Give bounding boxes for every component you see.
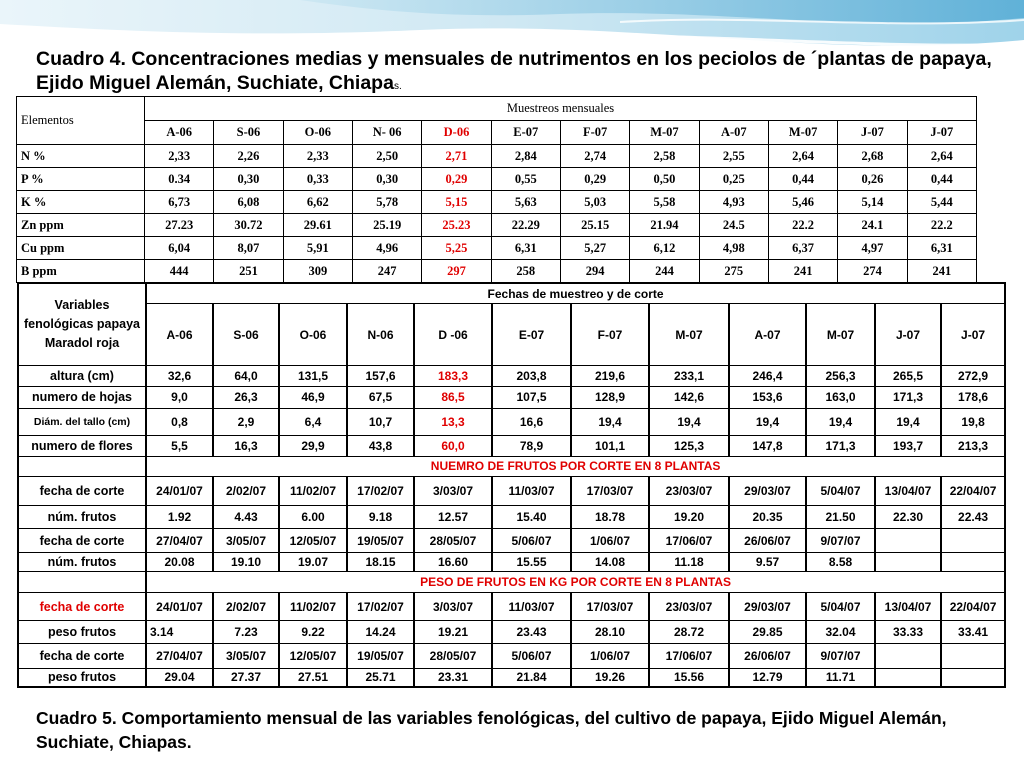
value-cell: 5/06/07 xyxy=(492,644,571,669)
value-cell: 25.19 xyxy=(352,214,421,237)
nutrient-table-group-header: Muestreos mensuales xyxy=(145,97,977,121)
value-cell: 18.15 xyxy=(347,553,414,572)
value-cell: 4,98 xyxy=(699,237,768,260)
value-cell: 3/03/07 xyxy=(414,592,492,621)
value-cell: 2,55 xyxy=(699,145,768,168)
value-cell: 22.29 xyxy=(491,214,560,237)
row-label: núm. frutos xyxy=(18,553,146,572)
value-cell: 19.26 xyxy=(571,668,649,687)
nutrient-row xyxy=(17,260,977,283)
value-cell: 256,3 xyxy=(806,365,875,386)
data-row xyxy=(18,477,1005,506)
value-cell: 25.23 xyxy=(422,214,491,237)
section-header-row xyxy=(18,572,1005,593)
value-cell: 9.22 xyxy=(279,621,347,644)
value-cell: 0,29 xyxy=(422,168,491,191)
data-row xyxy=(18,668,1005,687)
value-cell: 2,26 xyxy=(214,145,283,168)
data-row xyxy=(18,592,1005,621)
value-cell: 8.58 xyxy=(806,553,875,572)
value-cell: 20.35 xyxy=(729,506,806,529)
month-header: S-06 xyxy=(213,304,279,366)
value-cell: 178,6 xyxy=(941,386,1005,409)
value-cell: 17/03/07 xyxy=(571,477,649,506)
value-cell: 5,58 xyxy=(630,191,699,214)
value-cell: 0,29 xyxy=(560,168,629,191)
section-header: PESO DE FRUTOS EN KG POR CORTE EN 8 PLANTAS xyxy=(146,572,1005,593)
value-cell: 16.60 xyxy=(414,553,492,572)
value-cell: 4.43 xyxy=(213,506,279,529)
value-cell: 153,6 xyxy=(729,386,806,409)
value-cell: 23.31 xyxy=(414,668,492,687)
value-cell: 24.5 xyxy=(699,214,768,237)
month-header: D-06 xyxy=(422,121,491,145)
value-cell: 27.37 xyxy=(213,668,279,687)
value-cell: 5,27 xyxy=(560,237,629,260)
value-cell: 272,9 xyxy=(941,365,1005,386)
value-cell: 11.18 xyxy=(649,553,729,572)
row-label: fecha de corte xyxy=(18,477,146,506)
month-header: M-07 xyxy=(630,121,699,145)
value-cell: 29.85 xyxy=(729,621,806,644)
row-label: fecha de corte xyxy=(18,592,146,621)
value-cell: 2,9 xyxy=(213,409,279,436)
value-cell: 23/03/07 xyxy=(649,592,729,621)
value-cell: 7.23 xyxy=(213,621,279,644)
value-cell: 29.04 xyxy=(146,668,213,687)
value-cell: 1/06/07 xyxy=(571,644,649,669)
phenology-row xyxy=(18,409,1005,436)
value-cell: 24/01/07 xyxy=(146,592,213,621)
value-cell: 19,4 xyxy=(806,409,875,436)
value-cell: 26/06/07 xyxy=(729,528,806,553)
value-cell: 19/05/07 xyxy=(347,528,414,553)
phenology-group-header: Fechas de muestreo y de corte xyxy=(146,283,1005,304)
nutrient-row xyxy=(17,214,977,237)
row-label: B ppm xyxy=(17,260,145,283)
value-cell: 0,55 xyxy=(491,168,560,191)
value-cell: 9/07/07 xyxy=(806,644,875,669)
month-header: N- 06 xyxy=(352,121,421,145)
value-cell: 4,97 xyxy=(838,237,907,260)
value-cell: 5,25 xyxy=(422,237,491,260)
value-cell: 9.57 xyxy=(729,553,806,572)
value-cell: 16,3 xyxy=(213,436,279,457)
slide-title-text: Cuadro 4. Concentraciones medias y mensuales de nutrimentos en los peciolos de ´plantas de papaya, Ejido Miguel Alemán, Suchiate, Chiapa xyxy=(36,48,992,94)
value-cell: 19,4 xyxy=(729,409,806,436)
value-cell: 6,4 xyxy=(279,409,347,436)
row-label: fecha de corte xyxy=(18,528,146,553)
value-cell: 251 xyxy=(214,260,283,283)
value-cell: 19,4 xyxy=(571,409,649,436)
value-cell: 6,31 xyxy=(491,237,560,260)
value-cell: 247 xyxy=(352,260,421,283)
phenology-row xyxy=(18,436,1005,457)
value-cell: 29/03/07 xyxy=(729,477,806,506)
value-cell: 26,3 xyxy=(213,386,279,409)
value-cell: 444 xyxy=(145,260,214,283)
value-cell: 11/02/07 xyxy=(279,592,347,621)
row-label: fecha de corte xyxy=(18,644,146,669)
value-cell: 0,8 xyxy=(146,409,213,436)
value-cell: 13/04/07 xyxy=(875,592,941,621)
value-cell: 13,3 xyxy=(414,409,492,436)
value-cell: 28.72 xyxy=(649,621,729,644)
row-label: Cu ppm xyxy=(17,237,145,260)
value-cell: 5/04/07 xyxy=(806,477,875,506)
value-cell: 17/02/07 xyxy=(347,477,414,506)
value-cell: 29.61 xyxy=(283,214,352,237)
value-cell: 2,64 xyxy=(768,145,837,168)
value-cell: 101,1 xyxy=(571,436,649,457)
phenology-row xyxy=(18,365,1005,386)
value-cell: 0,50 xyxy=(630,168,699,191)
value-cell: 43,8 xyxy=(347,436,414,457)
data-row xyxy=(18,621,1005,644)
phenology-table xyxy=(17,282,1006,688)
value-cell: 27.51 xyxy=(279,668,347,687)
value-cell: 27.23 xyxy=(145,214,214,237)
value-cell: 2,74 xyxy=(560,145,629,168)
value-cell: 246,4 xyxy=(729,365,806,386)
value-cell: 60,0 xyxy=(414,436,492,457)
value-cell: 6,12 xyxy=(630,237,699,260)
month-header: A-06 xyxy=(145,121,214,145)
value-cell: 203,8 xyxy=(492,365,571,386)
value-cell: 21.94 xyxy=(630,214,699,237)
row-label: P % xyxy=(17,168,145,191)
nutrient-row xyxy=(17,191,977,214)
value-cell xyxy=(875,528,941,553)
value-cell xyxy=(875,644,941,669)
value-cell: 0,33 xyxy=(283,168,352,191)
row-label: peso frutos xyxy=(18,668,146,687)
value-cell: 244 xyxy=(630,260,699,283)
month-header: J-07 xyxy=(838,121,907,145)
value-cell: 219,6 xyxy=(571,365,649,386)
value-cell: 0,44 xyxy=(907,168,976,191)
month-header: A-06 xyxy=(146,304,213,366)
value-cell: 241 xyxy=(768,260,837,283)
slide-title xyxy=(36,47,996,99)
value-cell: 11/03/07 xyxy=(492,477,571,506)
value-cell: 2,33 xyxy=(283,145,352,168)
month-header: M-07 xyxy=(806,304,875,366)
value-cell: 142,6 xyxy=(649,386,729,409)
phenology-month-row xyxy=(18,304,1005,366)
value-cell: 12.79 xyxy=(729,668,806,687)
value-cell: 213,3 xyxy=(941,436,1005,457)
month-header: E-07 xyxy=(492,304,571,366)
value-cell: 6,08 xyxy=(214,191,283,214)
value-cell: 4,96 xyxy=(352,237,421,260)
month-header: O-06 xyxy=(279,304,347,366)
month-header: S-06 xyxy=(214,121,283,145)
value-cell: 157,6 xyxy=(347,365,414,386)
value-cell: 5,78 xyxy=(352,191,421,214)
value-cell: 78,9 xyxy=(492,436,571,457)
value-cell: 22/04/07 xyxy=(941,592,1005,621)
nutrient-row xyxy=(17,237,977,260)
month-header: J-07 xyxy=(941,304,1005,366)
value-cell: 33.33 xyxy=(875,621,941,644)
value-cell: 6,37 xyxy=(768,237,837,260)
data-row xyxy=(18,506,1005,529)
month-header: M-07 xyxy=(768,121,837,145)
value-cell: 15.40 xyxy=(492,506,571,529)
phenology-row xyxy=(18,386,1005,409)
value-cell: 2/02/07 xyxy=(213,477,279,506)
section-header: NUEMRO DE FRUTOS POR CORTE EN 8 PLANTAS xyxy=(146,456,1005,477)
value-cell: 17/03/07 xyxy=(571,592,649,621)
value-cell: 0.34 xyxy=(145,168,214,191)
value-cell: 23/03/07 xyxy=(649,477,729,506)
value-cell: 5,46 xyxy=(768,191,837,214)
value-cell: 11.71 xyxy=(806,668,875,687)
value-cell: 2,84 xyxy=(491,145,560,168)
value-cell: 22.2 xyxy=(907,214,976,237)
value-cell: 9/07/07 xyxy=(806,528,875,553)
value-cell: 19.21 xyxy=(414,621,492,644)
value-cell: 171,3 xyxy=(806,436,875,457)
value-cell: 24.1 xyxy=(838,214,907,237)
value-cell: 5,5 xyxy=(146,436,213,457)
value-cell: 11/03/07 xyxy=(492,592,571,621)
value-cell: 2,68 xyxy=(838,145,907,168)
row-label: K % xyxy=(17,191,145,214)
nutrient-row xyxy=(17,145,977,168)
value-cell: 22.30 xyxy=(875,506,941,529)
value-cell: 4,93 xyxy=(699,191,768,214)
value-cell: 19.10 xyxy=(213,553,279,572)
value-cell: 5/04/07 xyxy=(806,592,875,621)
row-label: numero de hojas xyxy=(18,386,146,409)
value-cell: 25.15 xyxy=(560,214,629,237)
data-row xyxy=(18,644,1005,669)
value-cell: 12/05/07 xyxy=(279,528,347,553)
blank-cell xyxy=(18,572,146,593)
phenology-corner: Variables fenológicas papaya Maradol roja xyxy=(18,283,146,365)
blank-cell xyxy=(18,456,146,477)
month-header: E-07 xyxy=(491,121,560,145)
data-row xyxy=(18,553,1005,572)
value-cell: 12.57 xyxy=(414,506,492,529)
value-cell: 147,8 xyxy=(729,436,806,457)
value-cell: 2,33 xyxy=(145,145,214,168)
value-cell: 265,5 xyxy=(875,365,941,386)
value-cell: 9.18 xyxy=(347,506,414,529)
nutrient-row xyxy=(17,168,977,191)
row-label: N % xyxy=(17,145,145,168)
value-cell: 19/05/07 xyxy=(347,644,414,669)
value-cell: 32,6 xyxy=(146,365,213,386)
value-cell: 2,71 xyxy=(422,145,491,168)
value-cell: 3/05/07 xyxy=(213,528,279,553)
value-cell: 28/05/07 xyxy=(414,644,492,669)
value-cell: 12/05/07 xyxy=(279,644,347,669)
value-cell: 28.10 xyxy=(571,621,649,644)
value-cell: 29,9 xyxy=(279,436,347,457)
month-header: J-07 xyxy=(875,304,941,366)
value-cell: 6,04 xyxy=(145,237,214,260)
value-cell: 5,44 xyxy=(907,191,976,214)
value-cell: 163,0 xyxy=(806,386,875,409)
value-cell: 131,5 xyxy=(279,365,347,386)
month-header: N-06 xyxy=(347,304,414,366)
value-cell: 32.04 xyxy=(806,621,875,644)
value-cell: 5,14 xyxy=(838,191,907,214)
value-cell: 67,5 xyxy=(347,386,414,409)
nutrient-table-corner: Elementos xyxy=(17,97,145,145)
month-header: F-07 xyxy=(560,121,629,145)
data-row xyxy=(18,528,1005,553)
value-cell: 14.24 xyxy=(347,621,414,644)
value-cell: 183,3 xyxy=(414,365,492,386)
value-cell: 9,0 xyxy=(146,386,213,409)
month-header: A-07 xyxy=(699,121,768,145)
value-cell: 309 xyxy=(283,260,352,283)
value-cell: 33.41 xyxy=(941,621,1005,644)
value-cell xyxy=(941,528,1005,553)
value-cell: 241 xyxy=(907,260,976,283)
value-cell: 8,07 xyxy=(214,237,283,260)
value-cell: 125,3 xyxy=(649,436,729,457)
value-cell: 2,50 xyxy=(352,145,421,168)
value-cell: 21.50 xyxy=(806,506,875,529)
value-cell xyxy=(941,644,1005,669)
value-cell: 294 xyxy=(560,260,629,283)
value-cell xyxy=(941,668,1005,687)
value-cell: 21.84 xyxy=(492,668,571,687)
value-cell: 0,25 xyxy=(699,168,768,191)
value-cell: 46,9 xyxy=(279,386,347,409)
value-cell: 16,6 xyxy=(492,409,571,436)
value-cell: 24/01/07 xyxy=(146,477,213,506)
value-cell: 2/02/07 xyxy=(213,592,279,621)
value-cell: 10,7 xyxy=(347,409,414,436)
value-cell: 6,62 xyxy=(283,191,352,214)
value-cell: 15.56 xyxy=(649,668,729,687)
value-cell: 15.55 xyxy=(492,553,571,572)
value-cell: 5,03 xyxy=(560,191,629,214)
value-cell: 22.2 xyxy=(768,214,837,237)
value-cell: 1.92 xyxy=(146,506,213,529)
value-cell: 0,30 xyxy=(352,168,421,191)
value-cell: 18.78 xyxy=(571,506,649,529)
value-cell: 275 xyxy=(699,260,768,283)
value-cell: 6,31 xyxy=(907,237,976,260)
month-header: O-06 xyxy=(283,121,352,145)
value-cell: 3/03/07 xyxy=(414,477,492,506)
value-cell: 258 xyxy=(491,260,560,283)
value-cell: 3.14 xyxy=(146,621,213,644)
row-label: Diám. del tallo (cm) xyxy=(18,409,146,436)
phenology-header-row xyxy=(18,283,1005,304)
value-cell: 5/06/07 xyxy=(492,528,571,553)
value-cell: 193,7 xyxy=(875,436,941,457)
value-cell: 5,91 xyxy=(283,237,352,260)
row-label: peso frutos xyxy=(18,621,146,644)
value-cell: 19,4 xyxy=(649,409,729,436)
value-cell: 30.72 xyxy=(214,214,283,237)
value-cell xyxy=(941,553,1005,572)
value-cell: 1/06/07 xyxy=(571,528,649,553)
month-header: J-07 xyxy=(907,121,976,145)
value-cell: 64,0 xyxy=(213,365,279,386)
value-cell xyxy=(875,668,941,687)
value-cell: 19.07 xyxy=(279,553,347,572)
month-header: D -06 xyxy=(414,304,492,366)
nutrient-table xyxy=(16,96,977,283)
value-cell: 19.20 xyxy=(649,506,729,529)
value-cell: 29/03/07 xyxy=(729,592,806,621)
value-cell: 25.71 xyxy=(347,668,414,687)
nutrient-table-month-row xyxy=(17,121,977,145)
value-cell: 19,4 xyxy=(875,409,941,436)
value-cell: 171,3 xyxy=(875,386,941,409)
value-cell: 5,15 xyxy=(422,191,491,214)
value-cell: 6,73 xyxy=(145,191,214,214)
value-cell xyxy=(875,553,941,572)
value-cell: 19,8 xyxy=(941,409,1005,436)
month-header: A-07 xyxy=(729,304,806,366)
row-label: altura (cm) xyxy=(18,365,146,386)
slide-title-suffix: s. xyxy=(393,81,402,92)
value-cell: 14.08 xyxy=(571,553,649,572)
value-cell: 297 xyxy=(422,260,491,283)
value-cell: 2,58 xyxy=(630,145,699,168)
value-cell: 86,5 xyxy=(414,386,492,409)
value-cell: 22.43 xyxy=(941,506,1005,529)
value-cell: 274 xyxy=(838,260,907,283)
value-cell: 0,30 xyxy=(214,168,283,191)
value-cell: 23.43 xyxy=(492,621,571,644)
value-cell: 233,1 xyxy=(649,365,729,386)
month-header: M-07 xyxy=(649,304,729,366)
value-cell: 128,9 xyxy=(571,386,649,409)
value-cell: 27/04/07 xyxy=(146,528,213,553)
value-cell: 26/06/07 xyxy=(729,644,806,669)
value-cell: 17/06/07 xyxy=(649,528,729,553)
value-cell: 0,44 xyxy=(768,168,837,191)
section-header-row xyxy=(18,456,1005,477)
value-cell: 17/06/07 xyxy=(649,644,729,669)
table-caption: Cuadro 5. Comportamiento mensual de las variables fenológicas, del cultivo de papaya, Ejido Miguel Alemán, Suchiate, Chiapas. xyxy=(36,708,947,752)
value-cell: 22/04/07 xyxy=(941,477,1005,506)
value-cell: 13/04/07 xyxy=(875,477,941,506)
value-cell: 28/05/07 xyxy=(414,528,492,553)
month-header: F-07 xyxy=(571,304,649,366)
row-label: núm. frutos xyxy=(18,506,146,529)
value-cell: 27/04/07 xyxy=(146,644,213,669)
value-cell: 20.08 xyxy=(146,553,213,572)
row-label: Zn ppm xyxy=(17,214,145,237)
value-cell: 2,64 xyxy=(907,145,976,168)
row-label: numero de flores xyxy=(18,436,146,457)
value-cell: 3/05/07 xyxy=(213,644,279,669)
value-cell: 6.00 xyxy=(279,506,347,529)
value-cell: 107,5 xyxy=(492,386,571,409)
value-cell: 0,26 xyxy=(838,168,907,191)
value-cell: 11/02/07 xyxy=(279,477,347,506)
value-cell: 5,63 xyxy=(491,191,560,214)
value-cell: 17/02/07 xyxy=(347,592,414,621)
